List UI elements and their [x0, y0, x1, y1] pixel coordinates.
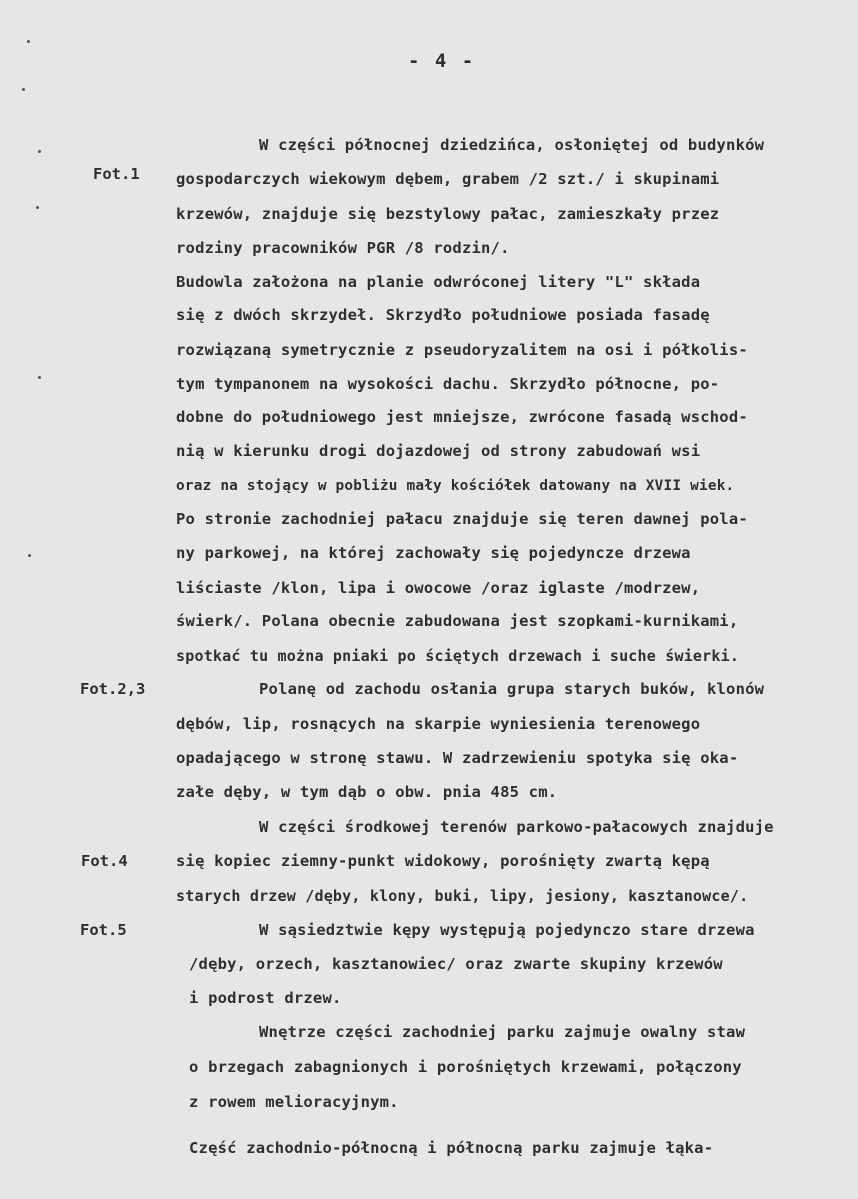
text-line: W części środkowej terenów parkowo-pałacowych znajduje — [259, 818, 774, 836]
text-line: się kopiec ziemny-punkt widokowy, porośnięty zwartą kępą — [176, 852, 710, 870]
text-line: z rowem melioracyjnym. — [189, 1093, 399, 1111]
text-line: krzewów, znajduje się bezstylowy pałac, zamieszkały przez — [176, 205, 720, 223]
text-line: oraz na stojący w pobliżu mały kościółek datowany na XVII wiek. — [176, 478, 735, 494]
text-line: rodziny pracowników PGR /8 rodzin/. — [176, 239, 510, 257]
margin-dot — [27, 40, 30, 43]
text-line: się z dwóch skrzydeł. Skrzydło południowe posiada fasadę — [176, 306, 710, 324]
text-line: Po stronie zachodniej pałacu znajduje się teren dawnej pola- — [176, 510, 748, 528]
text-line: Część zachodnio-północną i północną parku zajmuje łąka- — [189, 1139, 714, 1157]
text-line: ny parkowej, na której zachowały się pojedyncze drzewa — [176, 544, 691, 562]
text-line: /dęby, orzech, kasztanowiec/ oraz zwarte skupiny krzewów — [189, 955, 723, 973]
margin-dot — [38, 376, 41, 379]
margin-dot — [36, 206, 39, 209]
text-line: spotkać tu można pniaki po ściętych drzewach i suche świerki. — [176, 647, 740, 665]
page-number: - 4 - — [408, 50, 476, 72]
margin-dot — [28, 554, 31, 557]
text-line: nią w kierunku drogi dojazdowej od strony zabudowań wsi — [176, 442, 701, 460]
margin-note-fot4: Fot.4 — [81, 852, 128, 870]
text-line: Polanę od zachodu osłania grupa starych buków, klonów — [259, 680, 765, 698]
text-line: i podrost drzew. — [189, 989, 342, 1007]
text-line: W sąsiedztwie kępy występują pojedynczo stare drzewa — [259, 921, 755, 939]
text-line: gospodarczych wiekowym dębem, grabem /2 szt./ i skupinami — [176, 170, 720, 188]
text-line: załe dęby, w tym dąb o obw. pnia 485 cm. — [176, 783, 558, 801]
text-line: tym tympanonem na wysokości dachu. Skrzydło północne, po- — [176, 375, 720, 393]
text-line: liściaste /klon, lipa i owocowe /oraz iglaste /modrzew, — [176, 579, 701, 597]
margin-note-fot23: Fot.2,3 — [80, 680, 146, 698]
text-line: opadającego w stronę stawu. W zadrzewieniu spotyka się oka- — [176, 749, 739, 767]
text-line: starych drzew /dęby, klony, buki, lipy, jesiony, kasztanowce/. — [176, 887, 749, 905]
text-line: dębów, lip, rosnących na skarpie wyniesienia terenowego — [176, 715, 701, 733]
text-line: o brzegach zabagnionych i porośniętych krzewami, połączony — [189, 1058, 742, 1076]
text-line: Wnętrze części zachodniej parku zajmuje owalny staw — [259, 1023, 746, 1041]
text-line: rozwiązaną symetrycznie z pseudoryzalitem na osi i półkolis- — [176, 341, 748, 359]
margin-note-fot5: Fot.5 — [80, 921, 127, 939]
text-line: świerk/. Polana obecnie zabudowana jest szopkami-kurnikami, — [176, 612, 739, 630]
text-line: W części północnej dziedzińca, osłoniętej od budynków — [259, 136, 765, 154]
margin-dot — [38, 150, 41, 153]
margin-dot — [22, 88, 25, 91]
text-line: Budowla założona na planie odwróconej litery "L" składa — [176, 273, 701, 291]
text-line: dobne do południowego jest mniejsze, zwrócone fasadą wschod- — [176, 408, 748, 426]
margin-note-fot1: Fot.1 — [93, 165, 140, 183]
